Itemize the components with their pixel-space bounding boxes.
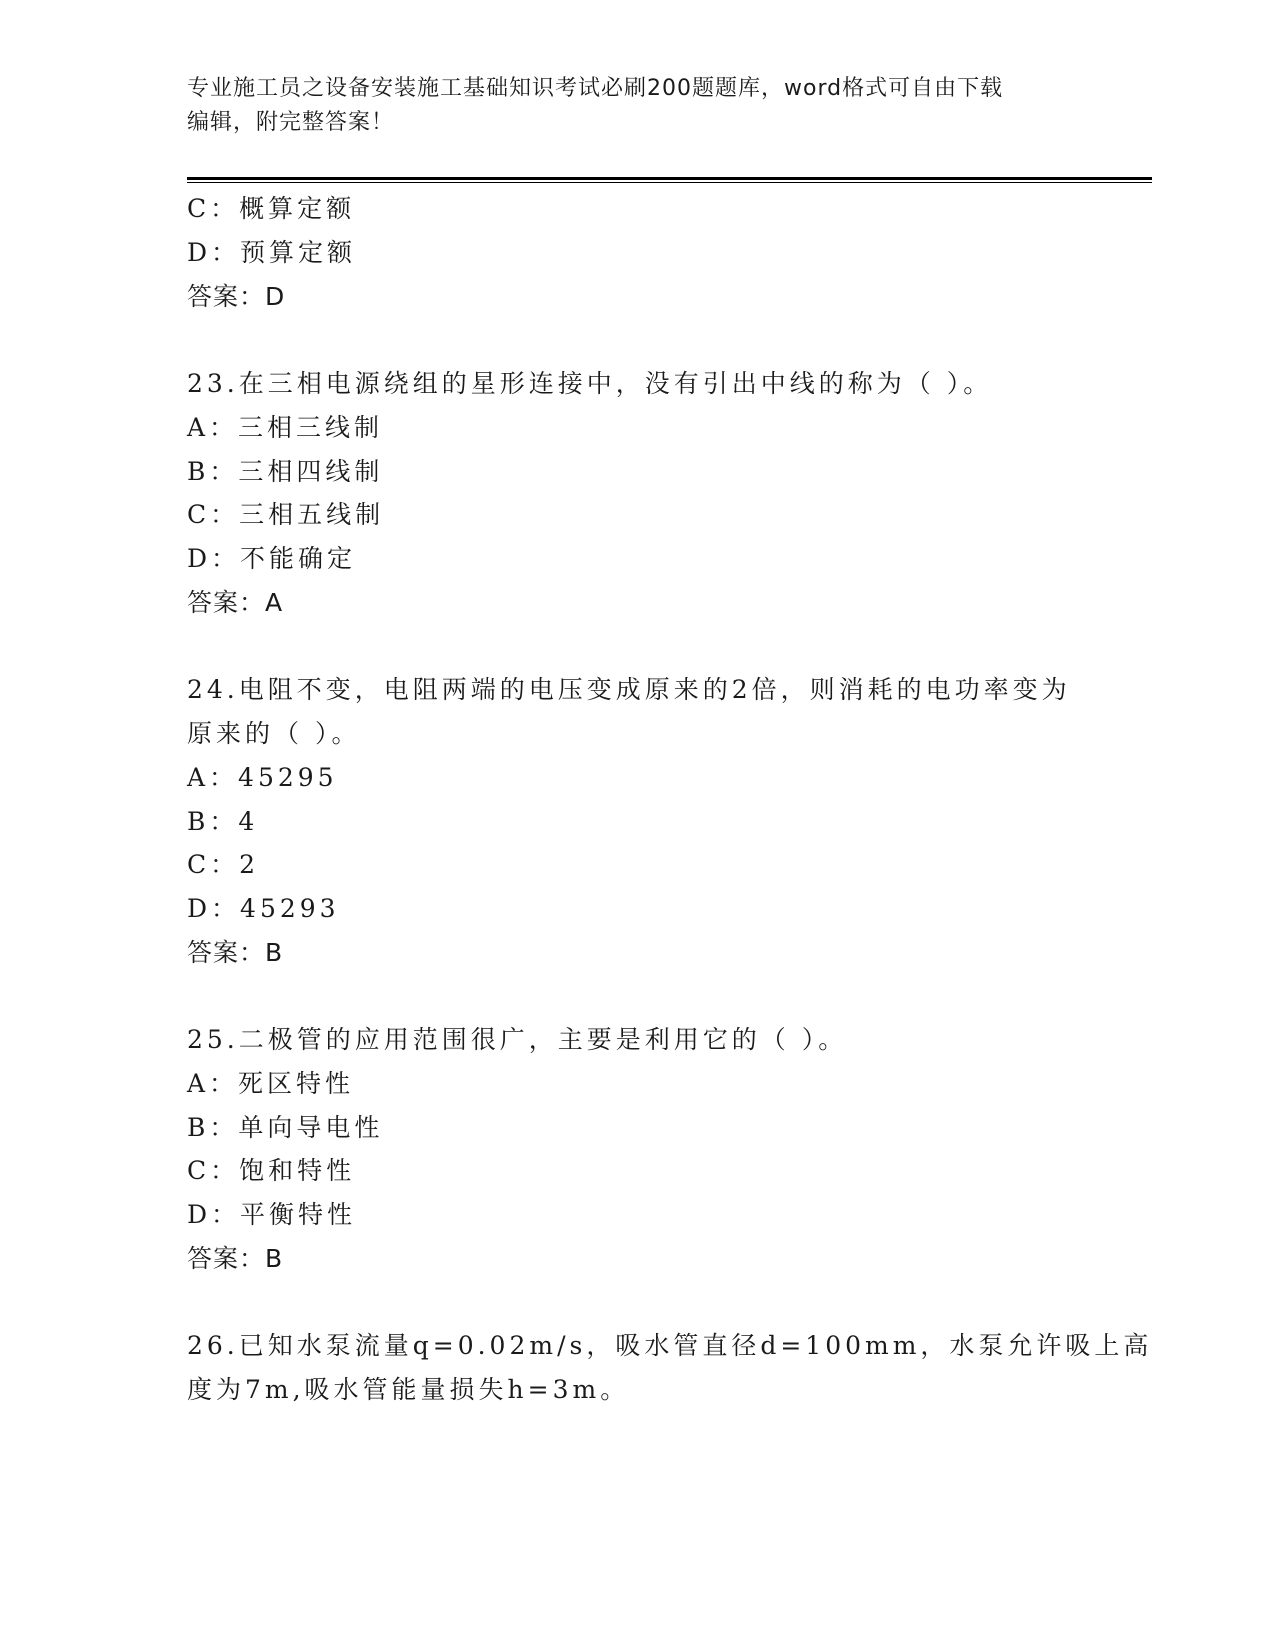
document-header [187,72,1107,140]
q24-answer: 答案：B [187,938,284,967]
q25-option-b: B：单向导电性 [187,1113,384,1142]
q22-option-c: C：概算定额 [187,194,356,223]
q24-stem-line-2: 原来的（ ）。 [187,719,361,748]
header-divider-thick [187,177,1152,180]
q23-option-a: A：三相三线制 [187,413,384,442]
q23-option-b: B：三相四线制 [187,457,384,486]
q22-answer: 答案：D [187,282,286,311]
header-divider-thin [187,182,1152,183]
q26-stem-line-1: 26.已知水泵流量q=0.02m/s，吸水管直径d=100mm，水泵允许吸上高 [187,1331,1153,1360]
q26-stem-line-2: 度为7m,吸水管能量损失h=3m。 [187,1375,630,1404]
q24-option-b: B：4 [187,807,259,836]
q25-option-a: A：死区特性 [187,1069,355,1098]
q25-option-c: C：饱和特性 [187,1156,356,1185]
q25-stem: 25.二极管的应用范围很广，主要是利用它的（ ）。 [187,1025,848,1054]
header-title-line-1: 专业施工员之设备安装施工基础知识考试必刷200题题库，word格式可自由下载 [187,76,1004,101]
q24-option-d: D：45293 [187,894,340,923]
q24-option-a: A：45295 [187,763,338,792]
q23-option-c: C：三相五线制 [187,500,385,529]
q23-stem: 23.在三相电源绕组的星形连接中，没有引出中线的称为（ ）。 [187,369,993,398]
q22-option-d: D：预算定额 [187,238,357,267]
q23-answer: 答案：A [187,588,284,617]
q25-option-d: D：平衡特性 [187,1200,357,1229]
q25-answer: 答案：B [187,1244,284,1273]
header-title-line-2: 编辑，附完整答案！ [187,110,395,135]
q24-option-c: C：2 [187,850,260,879]
q23-option-d: D：不能确定 [187,544,357,573]
q24-stem-line-1: 24.电阻不变，电阻两端的电压变成原来的2倍，则消耗的电功率变为 [187,675,1071,704]
